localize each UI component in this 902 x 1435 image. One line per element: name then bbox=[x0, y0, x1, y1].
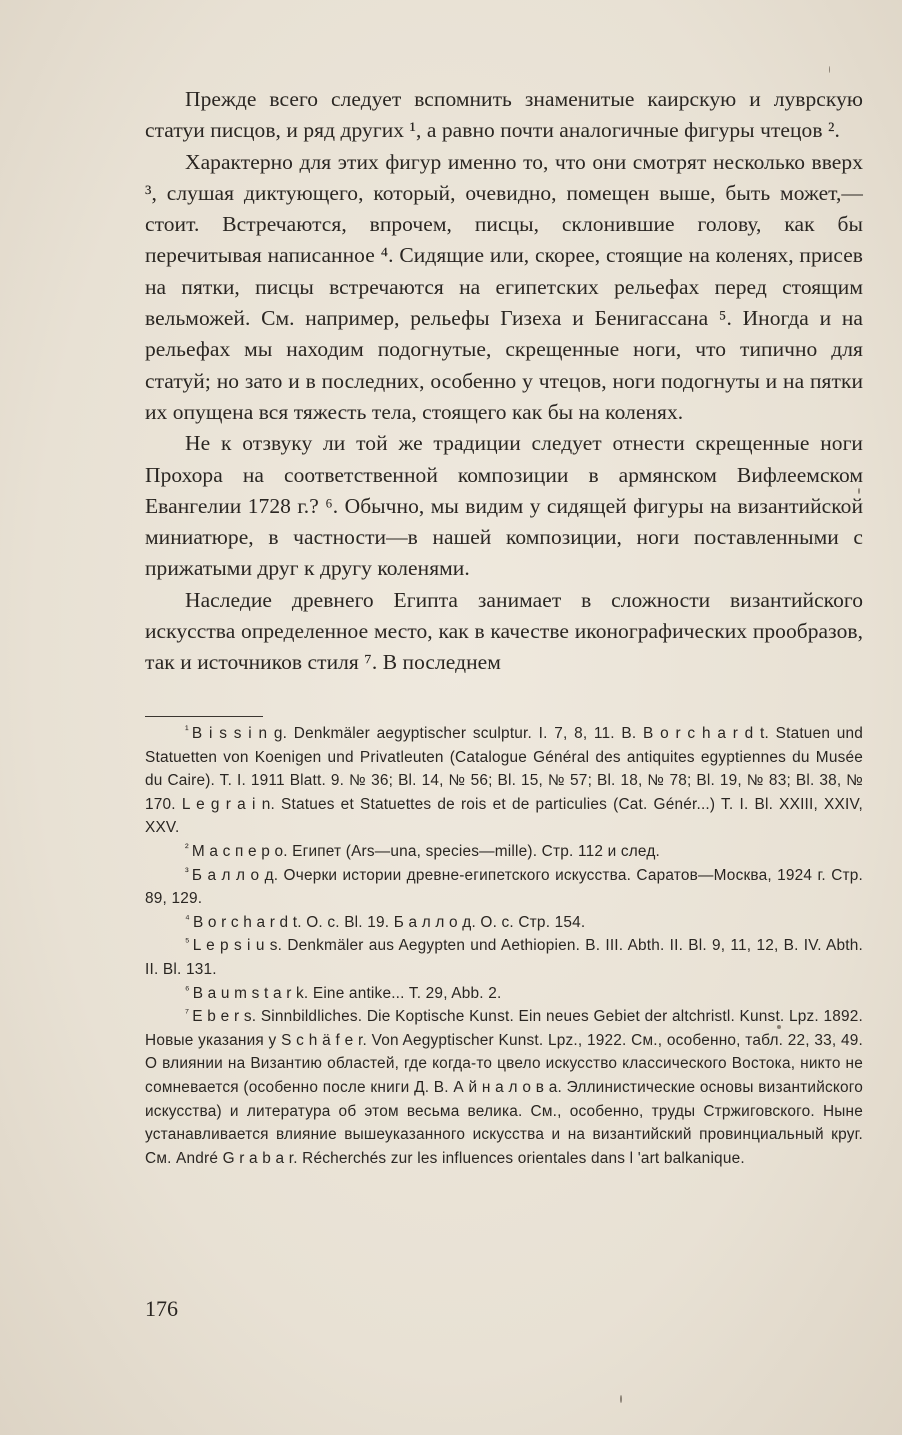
footnote-text: B i s s i n g. Denkmäler aegyptischer sculptur. I. 7, 8, 11. B. B o r c h a r d t. Statuen und Statuetten von Koenigen und Privatleuten (Catalogue Général des antiquites egyptiennes du Musée du Caire). T. I. 1911 Blatt. 9. № 36; Bl. 14, № 56; Bl. 15, № 57; Bl. 18, № 78; Bl. 19, № 83; Bl. 38, № 170. L e g r a i n. Statues et Statuettes de rois et de particulies (Cat. Génér...) T. I. Bl. XXIII, XXIV, XXV. bbox=[145, 725, 863, 837]
footnote-1 bbox=[145, 722, 863, 840]
paragraph-4: Наследие древнего Египта занимает в сложности византийского искусства определенное место, как в качестве иконографических прообразов, так и источников стиля ⁷. В последнем bbox=[145, 587, 863, 675]
paragraph-3: Не к отзвуку ли той же традиции следует отнести скрещенные ноги Прохора на соответственной композиции в армянском Вифлеемском Евангелии 1728 г.? ⁶. Обычно, мы видим у сидящей фигуры на византийской миниатюре, в частности—в нашей композиции, ноги поставленными с прижатыми друг к другу коленями. bbox=[145, 431, 863, 581]
paper-speck bbox=[858, 488, 860, 494]
footnote-marker: ⁶ bbox=[185, 983, 190, 996]
footnotes bbox=[145, 722, 863, 1170]
paper-speck bbox=[829, 66, 830, 73]
footnote-marker: ¹ bbox=[185, 724, 189, 736]
footnote-marker: ⁵ bbox=[185, 936, 190, 949]
footnote-6 bbox=[145, 982, 863, 1006]
footnote-text: М а с п е р о. Египет (Ars—una, species—mille). Стр. 112 и след. bbox=[191, 842, 660, 860]
paragraph-2: Характерно для этих фигур именно то, что они смотрят несколько вверх ³, слушая диктующего, который, очевидно, помещен выше, быть может,—стоит. Встречаются, впрочем, писцы, склонившие голову, как бы перечитывая написанное ⁴. Сидящие или, скорее, стоящие на коленях, присев на пятки, писцы встречаются на египетских рельефах перед стоящим вельможей. См. например, рельефы Гизеха и Бенигассана ⁵. Иногда и на рельефах мы находим подогнутые, скрещенные ноги, что типично для статуй; но зато и в последних, особенно у чтецов, ноги подогнуты и на пятки их опущена вся тяжесть тела, стоящего как бы на коленях. bbox=[145, 149, 863, 424]
footnote-text: Б а л л о д. Очерки истории древне-египетского искусства. Саратов—Москва, 1924 г. Стр. 89, 129. bbox=[145, 866, 863, 908]
footnote-text: B o r c h a r d t. O. c. Bl. 19. Б а л л о д. О. с. Стр. 154. bbox=[192, 913, 586, 931]
footnote-text: E b e r s. Sinnbildliches. Die Koptische Kunst. Ein neues Gebiet der altchristl. Kunst. Lpz. 1892. Новые указания у S c h ä f e r. Von Aegyptischer Kunst. Lpz., 1922. См., особенно, табл. 22, 33, 49. О влиянии на Византию областей, где когда-то цвело искусство классического Востока, никто не сомневается (особенно после книги Д. В. А й н а л о в а. Эллинистические основы византийского искусства) и литература об этом весьма велика. См., особенно, труды Стржиговского. Ныне устанавливается влияние вышеуказанного искусства и на византийский провинциальный круг. См. André G r a b a r. Récherchés zur les influences orientales dans l 'art balkanique. bbox=[145, 1008, 863, 1167]
footnote-7 bbox=[145, 1005, 863, 1170]
footnote-marker: ⁷ bbox=[185, 1007, 190, 1020]
footnote-5 bbox=[145, 934, 863, 981]
paragraph-1: Прежде всего следует вспомнить знаменитые каирскую и луврскую статуи писцов, и ряд других ¹, а равно почти аналогичные фигуры чтецов ². bbox=[145, 87, 863, 143]
footnote-marker: ³ bbox=[185, 865, 189, 878]
footnote-marker: ⁴ bbox=[185, 912, 190, 925]
footnote-marker: ² bbox=[185, 841, 189, 854]
page-number: 176 bbox=[145, 1296, 178, 1321]
footnote-separator bbox=[145, 716, 263, 717]
footnote-3 bbox=[145, 864, 863, 911]
footnote-text: L e p s i u s. Denkmäler aus Aegypten und Aethiopien. B. III. Abth. II. Bl. 9, 11, 12, B. IV. Abth. II. Bl. 131. bbox=[145, 937, 863, 978]
main-text bbox=[145, 84, 863, 679]
footnote-text: B a u m s t a r k. Eine antike... T. 29, Abb. 2. bbox=[192, 984, 502, 1002]
footnote-4 bbox=[145, 911, 863, 935]
paper-speck bbox=[777, 1025, 781, 1029]
paper-speck bbox=[620, 1395, 622, 1403]
footnote-2 bbox=[145, 840, 863, 864]
